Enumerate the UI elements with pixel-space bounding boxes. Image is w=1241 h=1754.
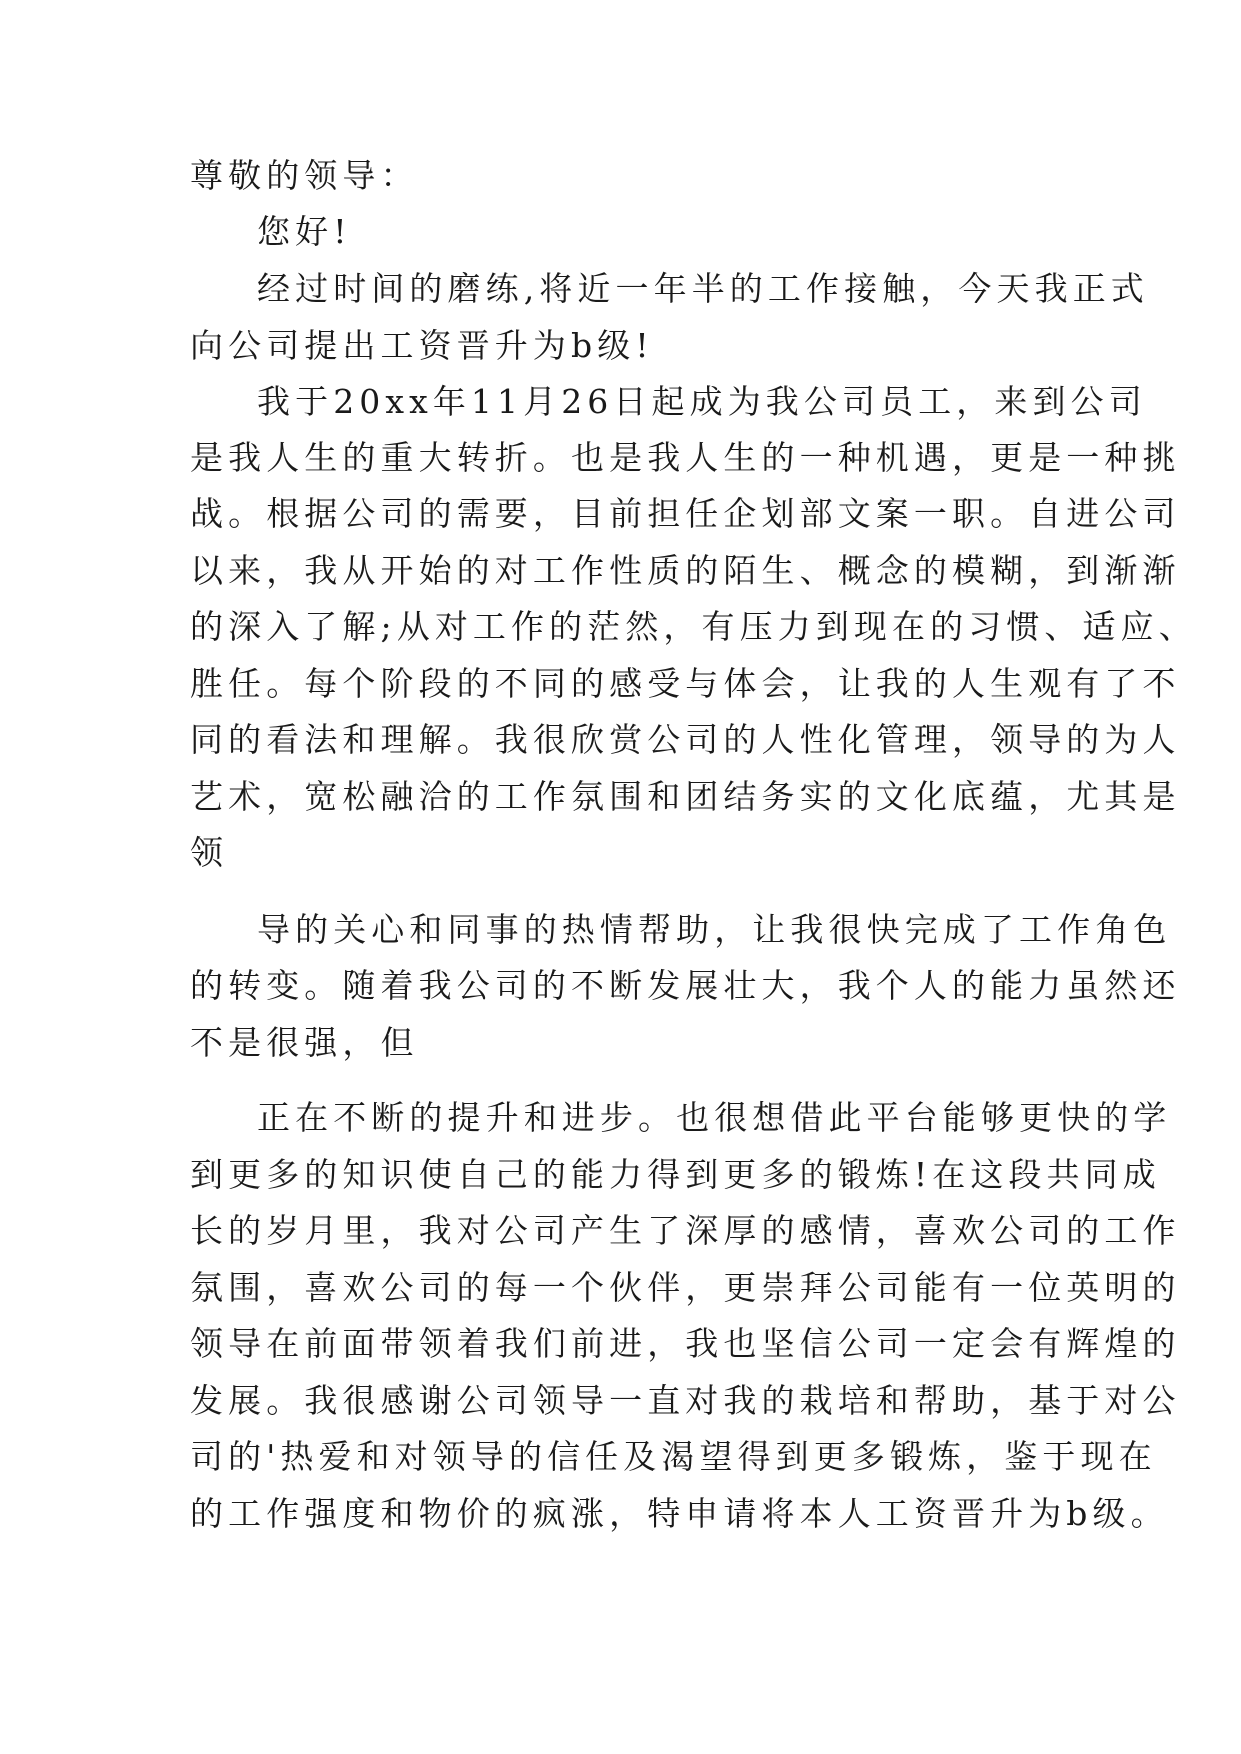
- body-line: 同的看法和理解。我很欣赏公司的人性化管理，领导的为人: [190, 720, 1181, 759]
- body-line: 司的'热爱和对领导的信任及渴望得到更多锻炼，鉴于现在: [190, 1437, 1157, 1476]
- body-line: 艺术，宽松融洽的工作氛围和团结务实的文化底蕴，尤其是: [190, 777, 1181, 816]
- body-line: 领: [190, 833, 229, 872]
- body-line: 到更多的知识使自己的能力得到更多的锻炼!在这段共同成: [190, 1155, 1161, 1194]
- body-line: 不是很强，但: [190, 1023, 419, 1062]
- body-line: 向公司提出工资晋升为b级!: [190, 326, 654, 365]
- body-line: 氛围，喜欢公司的每一个伙伴，更崇拜公司能有一位英明的: [190, 1268, 1181, 1307]
- salutation: 尊敬的领导：: [190, 156, 419, 195]
- body-line: 领导在前面带领着我们前进，我也坚信公司一定会有辉煌的: [190, 1324, 1181, 1363]
- body-line: 的深入了解;从对工作的茫然，有压力到现在的习惯、适应、: [190, 607, 1197, 646]
- body-line: 发展。我很感谢公司领导一直对我的栽培和帮助，基于对公: [190, 1381, 1181, 1420]
- body-line: 正在不断的提升和进步。也很想借此平台能够更快的学: [257, 1098, 1172, 1137]
- body-line: 的转变。随着我公司的不断发展壮大，我个人的能力虽然还: [190, 966, 1181, 1005]
- greeting: 您好!: [257, 212, 352, 251]
- body-line: 经过时间的磨练,将近一年半的工作接触，今天我正式: [257, 269, 1149, 308]
- body-line: 我于20xx年11月26日起成为我公司员工，来到公司: [257, 382, 1147, 421]
- body-line: 是我人生的重大转折。也是我人生的一种机遇，更是一种挑: [190, 438, 1181, 477]
- body-line: 胜任。每个阶段的不同的感受与体会，让我的人生观有了不: [190, 664, 1181, 703]
- body-line: 以来，我从开始的对工作性质的陌生、概念的模糊，到渐渐: [190, 551, 1181, 590]
- body-line: 导的关心和同事的热情帮助，让我很快完成了工作角色: [257, 910, 1172, 949]
- body-line: 长的岁月里，我对公司产生了深厚的感情，喜欢公司的工作: [190, 1211, 1181, 1250]
- body-line: 战。根据公司的需要，目前担任企划部文案一职。自进公司: [190, 494, 1181, 533]
- body-line: 的工作强度和物价的疯涨，特申请将本人工资晋升为b级。: [190, 1494, 1169, 1533]
